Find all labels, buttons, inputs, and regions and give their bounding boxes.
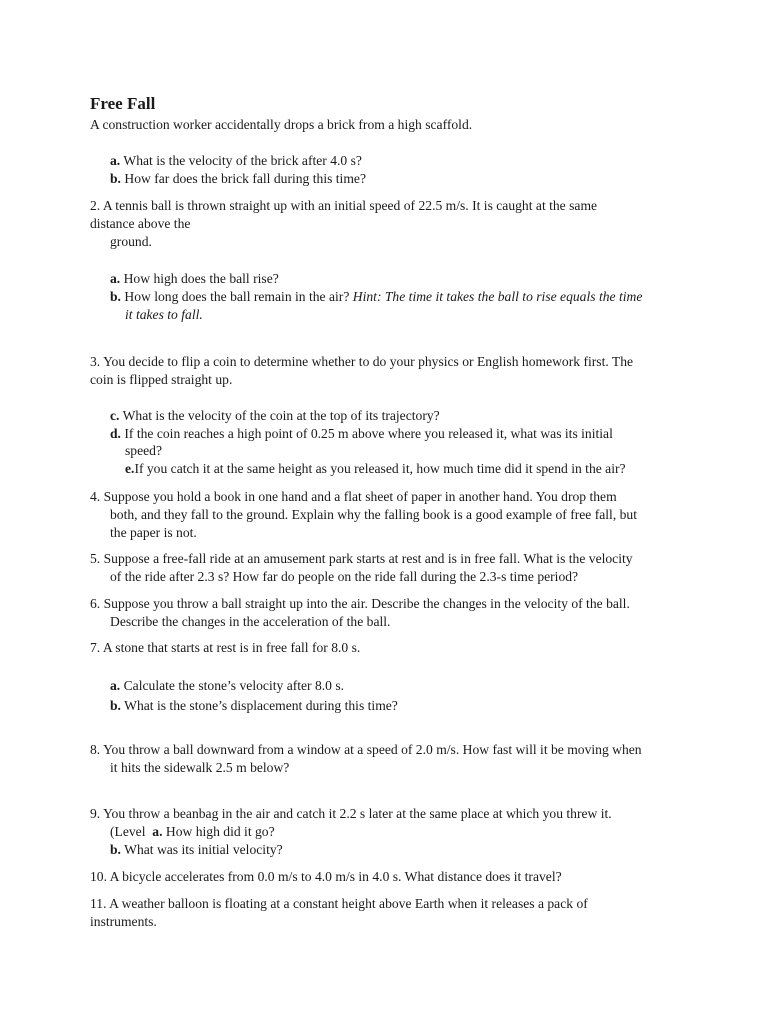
q5-line1: 5. Suppose a free-fall ride at an amusement park starts at rest and is in free fall. What is the velocity: [90, 551, 633, 566]
q2-line2: distance above the: [90, 216, 191, 231]
q9-a-label: a.: [152, 824, 163, 839]
q1-part-b: [110, 170, 366, 188]
q4-line2: both, and they fall to the ground. Explain why the falling book is a good example of free fall, but: [110, 507, 638, 522]
q2-hint-line2-text: it takes to fall.: [125, 307, 203, 322]
q5-line2: of the ride after 2.3 s? How far do people on the ride fall during the 2.3-s time period?: [110, 569, 579, 584]
q3-d-text: If the coin reaches a high point of 0.25 m above where you released it, what was its initial: [124, 426, 613, 441]
q1-b-text: How far does the brick fall during this time?: [124, 171, 366, 186]
q9-b-label: b.: [110, 842, 121, 857]
q9-part-a: [110, 823, 275, 841]
q2-part-b: [110, 288, 642, 306]
q3-line2: coin is flipped straight up.: [90, 372, 233, 387]
q9-b-text: What was its initial velocity?: [124, 842, 283, 857]
q4-line3: the paper is not.: [110, 525, 197, 540]
q3-part-d: [110, 425, 613, 443]
page-title: Free Fall: [90, 94, 156, 113]
q3-d-label: d.: [110, 426, 121, 441]
intro-text: A construction worker accidentally drops a brick from a high scaffold.: [90, 117, 473, 132]
q9-part-b: [110, 841, 283, 859]
q2-b-text: How long does the ball remain in the air?: [124, 289, 350, 304]
q7-b-text: What is the stone’s displacement during this time?: [124, 698, 398, 713]
q3-c-label: c.: [110, 408, 120, 423]
q7-a-text: Calculate the stone’s velocity after 8.0 s.: [123, 678, 345, 693]
q7-b-label: b.: [110, 698, 121, 713]
q2-hint-line1: Hint: The time it takes the ball to rise equals the time: [352, 289, 643, 304]
q2-hint-line2: [125, 306, 203, 324]
q2-a-text: How high does the ball rise?: [123, 271, 279, 286]
q6-line1: 6. Suppose you throw a ball straight up into the air. Describe the changes in the velocity of the ball.: [90, 596, 630, 611]
q3-e-label: e.: [125, 461, 135, 476]
q2-a-label: a.: [110, 271, 121, 286]
q11-line1: 11. A weather balloon is floating at a constant height above Earth when it releases a pack of: [90, 896, 588, 911]
q2-line3: ground.: [110, 234, 152, 249]
q9-level-prefix: (Level: [110, 824, 146, 839]
q9-a-text: How high did it go?: [165, 824, 275, 839]
q2-line1: 2. A tennis ball is thrown straight up with an initial speed of 22.5 m/s. It is caught at the same: [90, 198, 598, 213]
q1-a-label: a.: [110, 153, 121, 168]
q11-line2: instruments.: [90, 914, 157, 929]
q7-part-b: [110, 697, 398, 715]
q3-d-text2: speed?: [125, 443, 162, 458]
q6-line2: Describe the changes in the acceleration of the ball.: [110, 614, 391, 629]
q3-c-text: What is the velocity of the coin at the top of its trajectory?: [122, 408, 440, 423]
q3-e-text: If you catch it at the same height as you released it, how much time did it spend in the air?: [134, 461, 626, 476]
q4-line1: 4. Suppose you hold a book in one hand and a flat sheet of paper in another hand. You drop them: [90, 489, 617, 504]
q1-part-a: [110, 152, 362, 170]
q7-a-label: a.: [110, 678, 121, 693]
q1-a-text: What is the velocity of the brick after 4.0 s?: [123, 153, 362, 168]
q8-line2: it hits the sidewalk 2.5 m below?: [110, 760, 290, 775]
q7-line1: 7. A stone that starts at rest is in free fall for 8.0 s.: [90, 640, 361, 655]
q7-part-a: [110, 677, 344, 695]
q1-b-label: b.: [110, 171, 121, 186]
q3-part-e: [125, 460, 626, 478]
q3-line1: 3. You decide to flip a coin to determine whether to do your physics or English homework first. The: [90, 354, 634, 369]
q9-line1: 9. You throw a beanbag in the air and catch it 2.2 s later at the same place at which you threw it.: [90, 806, 612, 821]
q2-part-a: [110, 270, 279, 288]
q2-b-label: b.: [110, 289, 121, 304]
q8-line1: 8. You throw a ball downward from a window at a speed of 2.0 m/s. How fast will it be moving when: [90, 742, 642, 757]
q3-part-c: [110, 407, 440, 425]
q10-line1: 10. A bicycle accelerates from 0.0 m/s to 4.0 m/s in 4.0 s. What distance does it travel?: [90, 869, 562, 884]
